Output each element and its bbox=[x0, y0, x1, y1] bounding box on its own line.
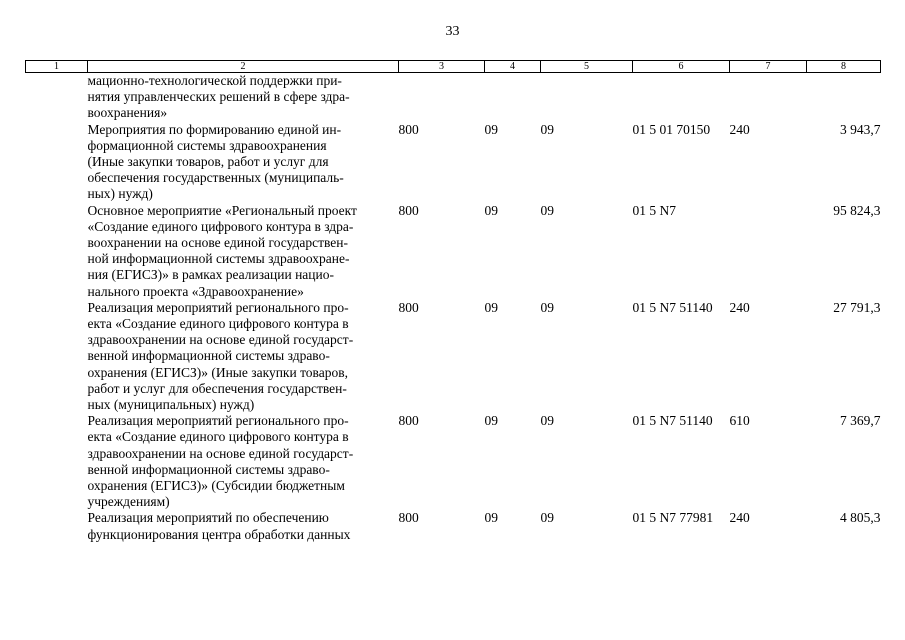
amount-cell: 27 791,3 bbox=[833, 299, 881, 315]
target-article-cell: 01 5 N7 77981 bbox=[632, 510, 714, 526]
target-article-cell: 01 5 N7 51140 bbox=[632, 413, 713, 429]
amount-cell: 7 369,7 bbox=[840, 413, 881, 429]
row-number-cell bbox=[26, 122, 88, 203]
section-code-cell: 09 bbox=[484, 413, 498, 429]
column-header-3: 3 bbox=[399, 61, 485, 73]
section-code-cell bbox=[485, 73, 541, 122]
table-row bbox=[26, 413, 881, 510]
page-number: 33 bbox=[445, 24, 460, 39]
item-name-line: венной информационной системы здраво- bbox=[87, 348, 330, 364]
target-article-cell: 01 5 N7 51140 bbox=[632, 299, 713, 315]
section-code-cell: 09 bbox=[484, 510, 498, 526]
item-name-line: нального проекта «Здравоохранение» bbox=[87, 283, 304, 299]
department-code-cell: 800 bbox=[398, 121, 419, 137]
column-header-5: 5 bbox=[541, 61, 633, 73]
item-name-line: ных) нужд) bbox=[87, 186, 153, 202]
table-row bbox=[26, 122, 881, 203]
column-header-2: 2 bbox=[88, 61, 399, 73]
section-code-cell: 09 bbox=[484, 202, 498, 218]
item-name-line: Реализация мероприятий регионального про- bbox=[87, 413, 349, 429]
table-row bbox=[26, 203, 881, 300]
header-row bbox=[26, 61, 881, 73]
column-header-4: 4 bbox=[485, 61, 541, 73]
department-code-cell: 800 bbox=[398, 510, 419, 526]
row-number-cell bbox=[26, 73, 88, 122]
section-code-cell: 09 bbox=[484, 121, 498, 137]
item-name-line: нятия управленческих решений в сфере здра- bbox=[87, 89, 350, 105]
item-name-line: екта «Создание единого цифрового контура в bbox=[87, 316, 349, 332]
expense-type-cell: 610 bbox=[729, 413, 750, 429]
amount-cell: 3 943,7 bbox=[840, 121, 881, 137]
row-number-cell bbox=[26, 510, 88, 542]
item-name-line: (Иные закупки товаров, работ и услуг для bbox=[87, 154, 329, 170]
table-row bbox=[26, 73, 881, 122]
subsection-code-cell: 09 bbox=[540, 299, 554, 315]
subsection-code-cell: 09 bbox=[540, 413, 554, 429]
item-name-line: «Создание единого цифрового контура в здра- bbox=[87, 218, 354, 234]
item-name-line: ных (муниципальных) нужд) bbox=[87, 397, 255, 413]
expense-type-cell: 240 bbox=[729, 510, 750, 526]
subsection-code-cell: 09 bbox=[540, 121, 554, 137]
department-code-cell: 800 bbox=[398, 413, 419, 429]
row-number-cell bbox=[26, 300, 88, 413]
item-name-line: екта «Создание единого цифрового контура в bbox=[87, 429, 349, 445]
column-header-1: 1 bbox=[26, 61, 88, 73]
amount-cell bbox=[807, 73, 881, 122]
target-article-cell: 01 5 01 70150 bbox=[632, 121, 711, 137]
column-header-7: 7 bbox=[730, 61, 807, 73]
target-article-cell: 01 5 N7 bbox=[632, 202, 676, 218]
item-name-cell bbox=[88, 413, 399, 510]
item-name-line: формационной системы здравоохранения bbox=[87, 137, 327, 153]
item-name-cell bbox=[88, 510, 399, 542]
subsection-code-cell: 09 bbox=[540, 202, 554, 218]
item-name-cell bbox=[88, 300, 399, 413]
item-name-line: мационно-технологической поддержки при- bbox=[87, 73, 342, 88]
table-row bbox=[26, 300, 881, 413]
item-name-line: учреждениям) bbox=[87, 494, 170, 510]
row-number-cell bbox=[26, 203, 88, 300]
subsection-code-cell bbox=[541, 73, 633, 122]
column-header-8: 8 bbox=[807, 61, 881, 73]
item-name-line: Основное мероприятие «Региональный проект bbox=[87, 202, 357, 218]
item-name-cell bbox=[88, 203, 399, 300]
item-name-line: ния (ЕГИСЗ)» в рамках реализации нацио- bbox=[87, 267, 334, 283]
target-article-cell bbox=[633, 73, 730, 122]
column-header-6: 6 bbox=[633, 61, 730, 73]
table-row bbox=[26, 510, 881, 542]
expense-type-cell: 240 bbox=[729, 121, 750, 137]
item-name-line: здравоохранении на основе единой государст- bbox=[87, 332, 354, 348]
expense-type-cell: 240 bbox=[729, 299, 750, 315]
item-name-line: охранения (ЕГИСЗ)» (Субсидии бюджетным bbox=[87, 478, 345, 494]
item-name-line: здравоохранении на основе единой государст- bbox=[87, 445, 354, 461]
item-name-line: Мероприятия по формированию единой ин- bbox=[87, 121, 342, 137]
expense-type-cell bbox=[730, 73, 807, 122]
item-name-line: ной информационной системы здравоохране- bbox=[87, 251, 350, 267]
item-name-line: обеспечения государственных (муниципаль- bbox=[87, 170, 344, 186]
item-name-cell bbox=[88, 122, 399, 203]
subsection-code-cell: 09 bbox=[540, 510, 554, 526]
item-name-line: Реализация мероприятий по обеспечению bbox=[87, 510, 329, 526]
row-number-cell bbox=[26, 413, 88, 510]
budget-table bbox=[25, 60, 881, 543]
department-code-cell: 800 bbox=[398, 202, 419, 218]
item-name-line: работ и услуг для обеспечения государствен- bbox=[87, 380, 347, 396]
table-header bbox=[26, 61, 881, 73]
expense-type-cell bbox=[730, 203, 807, 300]
item-name-cell bbox=[88, 73, 399, 122]
amount-cell: 4 805,3 bbox=[840, 510, 881, 526]
amount-cell: 95 824,3 bbox=[833, 202, 881, 218]
department-code-cell: 800 bbox=[398, 299, 419, 315]
item-name-line: функционирования центра обработки данных bbox=[87, 526, 351, 542]
section-code-cell: 09 bbox=[484, 299, 498, 315]
item-name-line: Реализация мероприятий регионального про- bbox=[87, 299, 349, 315]
item-name-line: воохранении на основе единой государствен- bbox=[87, 235, 349, 251]
item-name-line: венной информационной системы здраво- bbox=[87, 461, 330, 477]
item-name-line: воохранения» bbox=[87, 105, 168, 121]
department-code-cell bbox=[399, 73, 485, 122]
table-body bbox=[26, 73, 881, 543]
item-name-line: охранения (ЕГИСЗ)» (Иные закупки товаров, bbox=[87, 364, 348, 380]
